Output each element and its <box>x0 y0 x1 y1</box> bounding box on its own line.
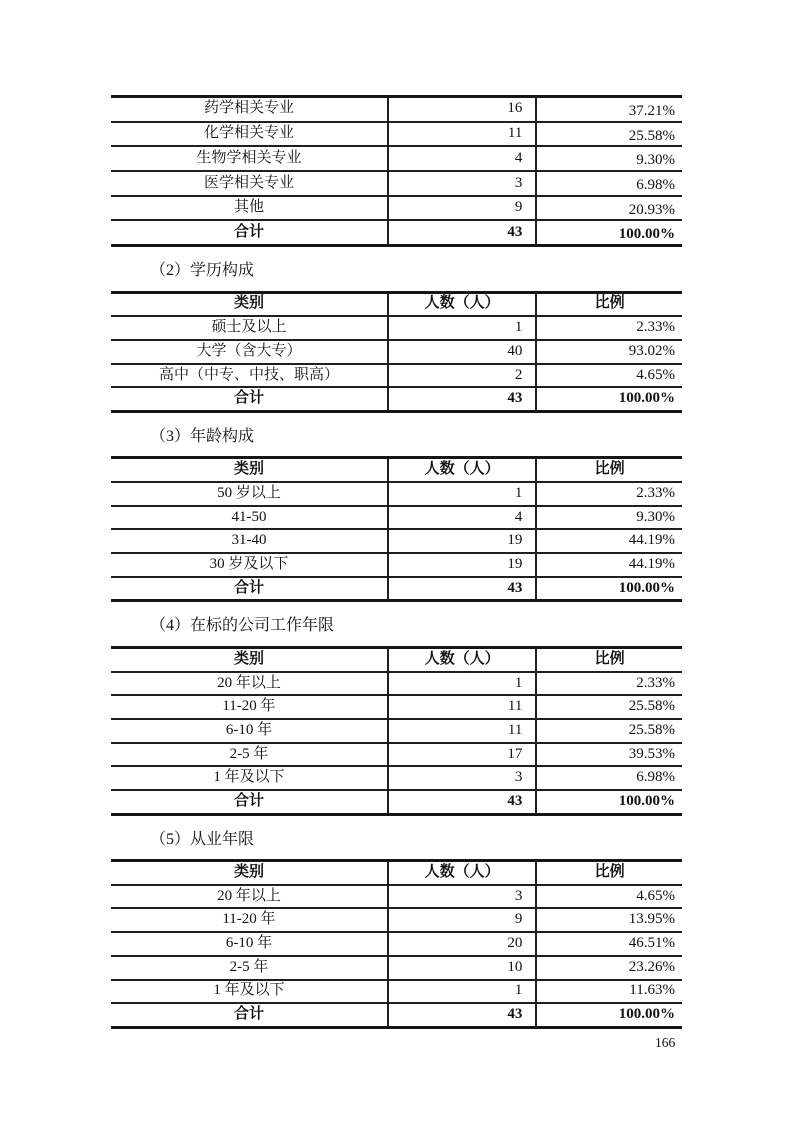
cell-percent: 44.19% <box>536 529 682 553</box>
cell-count: 16 <box>388 97 536 122</box>
cell-count: 9 <box>388 908 536 932</box>
cell-category: 31-40 <box>111 529 388 553</box>
industry-tenure-table <box>111 859 682 1029</box>
cell-percent: 37.21% <box>536 97 682 122</box>
cell-percent: 4.65% <box>536 364 682 388</box>
section-heading: （4）在标的公司工作年限 <box>150 617 335 635</box>
table-row <box>111 196 682 221</box>
section-industry-tenure <box>111 831 682 1029</box>
cell-category: 合计 <box>111 387 388 411</box>
cell-count: 1 <box>388 672 536 696</box>
cell-percent: 2.33% <box>536 316 682 340</box>
section-company-tenure <box>111 617 682 815</box>
header-row <box>111 292 682 316</box>
table-row <box>111 316 682 340</box>
column-header: 比例 <box>536 861 682 885</box>
section-heading: （2）学历构成 <box>150 262 255 280</box>
cell-percent: 13.95% <box>536 908 682 932</box>
table-row <box>111 908 682 932</box>
cell-count: 17 <box>388 743 536 767</box>
column-header: 类别 <box>111 292 388 316</box>
cell-category: 50 岁以上 <box>111 482 388 506</box>
cell-category: 6-10 年 <box>111 932 388 956</box>
cell-percent: 6.98% <box>536 766 682 790</box>
education-composition-table <box>111 291 682 413</box>
column-header: 类别 <box>111 458 388 482</box>
table-row <box>111 885 682 909</box>
cell-percent: 44.19% <box>536 553 682 577</box>
table-row <box>111 932 682 956</box>
cell-category: 合计 <box>111 577 388 601</box>
total-row <box>111 1003 682 1027</box>
cell-count: 9 <box>388 196 536 221</box>
composition-table-continued <box>111 95 682 247</box>
cell-percent: 46.51% <box>536 932 682 956</box>
total-row <box>111 387 682 411</box>
table-row <box>111 122 682 147</box>
cell-category: 6-10 年 <box>111 719 388 743</box>
company-tenure-table <box>111 646 682 816</box>
cell-percent: 2.33% <box>536 482 682 506</box>
cell-percent: 39.53% <box>536 743 682 767</box>
table-row <box>111 695 682 719</box>
table-row <box>111 719 682 743</box>
cell-percent: 4.65% <box>536 885 682 909</box>
cell-category: 化学相关专业 <box>111 122 388 147</box>
cell-percent: 25.58% <box>536 719 682 743</box>
cell-percent: 93.02% <box>536 340 682 364</box>
cell-count: 20 <box>388 932 536 956</box>
cell-count: 43 <box>388 577 536 601</box>
table-row <box>111 956 682 980</box>
cell-category: 30 岁及以下 <box>111 553 388 577</box>
cell-percent: 20.93% <box>536 196 682 221</box>
column-header: 比例 <box>536 458 682 482</box>
total-row <box>111 790 682 814</box>
cell-category: 20 年以上 <box>111 885 388 909</box>
cell-category: 11-20 年 <box>111 908 388 932</box>
cell-percent: 6.98% <box>536 171 682 196</box>
table-row <box>111 482 682 506</box>
table-row <box>111 146 682 171</box>
column-header: 人数（人） <box>388 647 536 671</box>
column-header: 人数（人） <box>388 861 536 885</box>
cell-count: 11 <box>388 695 536 719</box>
cell-count: 11 <box>388 719 536 743</box>
cell-category: 硕士及以上 <box>111 316 388 340</box>
cell-count: 40 <box>388 340 536 364</box>
table-row <box>111 672 682 696</box>
cell-count: 4 <box>388 506 536 530</box>
cell-category: 1 年及以下 <box>111 980 388 1004</box>
cell-count: 3 <box>388 171 536 196</box>
header-row <box>111 647 682 671</box>
cell-count: 4 <box>388 146 536 171</box>
cell-category: 大学（含大专） <box>111 340 388 364</box>
total-row <box>111 577 682 601</box>
cell-category: 其他 <box>111 196 388 221</box>
column-header: 类别 <box>111 861 388 885</box>
cell-category: 2-5 年 <box>111 743 388 767</box>
age-composition-table <box>111 456 682 602</box>
total-row <box>111 220 682 245</box>
table-row <box>111 171 682 196</box>
cell-count: 43 <box>388 220 536 245</box>
cell-count: 1 <box>388 980 536 1004</box>
table-row <box>111 980 682 1004</box>
cell-category: 合计 <box>111 220 388 245</box>
column-header: 人数（人） <box>388 458 536 482</box>
cell-percent: 100.00% <box>536 577 682 601</box>
cell-count: 2 <box>388 364 536 388</box>
cell-percent: 100.00% <box>536 1003 682 1027</box>
table-row <box>111 506 682 530</box>
table-row <box>111 743 682 767</box>
section-heading: （3）年龄构成 <box>150 427 255 445</box>
cell-category: 高中（中专、中技、职高） <box>111 364 388 388</box>
header-row <box>111 458 682 482</box>
cell-count: 3 <box>388 766 536 790</box>
cell-category: 20 年以上 <box>111 672 388 696</box>
table-row <box>111 766 682 790</box>
table-row <box>111 97 682 122</box>
cell-percent: 25.58% <box>536 122 682 147</box>
cell-percent: 100.00% <box>536 220 682 245</box>
table-row <box>111 529 682 553</box>
cell-percent: 23.26% <box>536 956 682 980</box>
section-education <box>111 262 682 413</box>
cell-count: 43 <box>388 790 536 814</box>
column-header: 类别 <box>111 647 388 671</box>
cell-percent: 100.00% <box>536 387 682 411</box>
cell-category: 合计 <box>111 790 388 814</box>
cell-category: 合计 <box>111 1003 388 1027</box>
cell-count: 43 <box>388 1003 536 1027</box>
cell-percent: 11.63% <box>536 980 682 1004</box>
cell-count: 19 <box>388 553 536 577</box>
cell-category: 11-20 年 <box>111 695 388 719</box>
header-row <box>111 861 682 885</box>
cell-category: 药学相关专业 <box>111 97 388 122</box>
document-page-content <box>111 95 682 1029</box>
cell-percent: 9.30% <box>536 506 682 530</box>
table-row <box>111 553 682 577</box>
cell-percent: 25.58% <box>536 695 682 719</box>
column-header: 人数（人） <box>388 292 536 316</box>
cell-percent: 100.00% <box>536 790 682 814</box>
cell-count: 43 <box>388 387 536 411</box>
section-heading: （5）从业年限 <box>150 830 255 848</box>
page-number: 166 <box>655 1035 676 1050</box>
column-header: 比例 <box>536 292 682 316</box>
table-row <box>111 340 682 364</box>
cell-category: 1 年及以下 <box>111 766 388 790</box>
cell-percent: 2.33% <box>536 672 682 696</box>
cell-percent: 9.30% <box>536 146 682 171</box>
cell-count: 19 <box>388 529 536 553</box>
cell-count: 11 <box>388 122 536 147</box>
cell-count: 3 <box>388 885 536 909</box>
section-continued-table <box>111 95 682 247</box>
section-age <box>111 428 682 603</box>
cell-count: 1 <box>388 316 536 340</box>
cell-category: 生物学相关专业 <box>111 146 388 171</box>
cell-category: 41-50 <box>111 506 388 530</box>
column-header: 比例 <box>536 647 682 671</box>
cell-count: 1 <box>388 482 536 506</box>
cell-category: 2-5 年 <box>111 956 388 980</box>
cell-category: 医学相关专业 <box>111 171 388 196</box>
cell-count: 10 <box>388 956 536 980</box>
table-row <box>111 364 682 388</box>
